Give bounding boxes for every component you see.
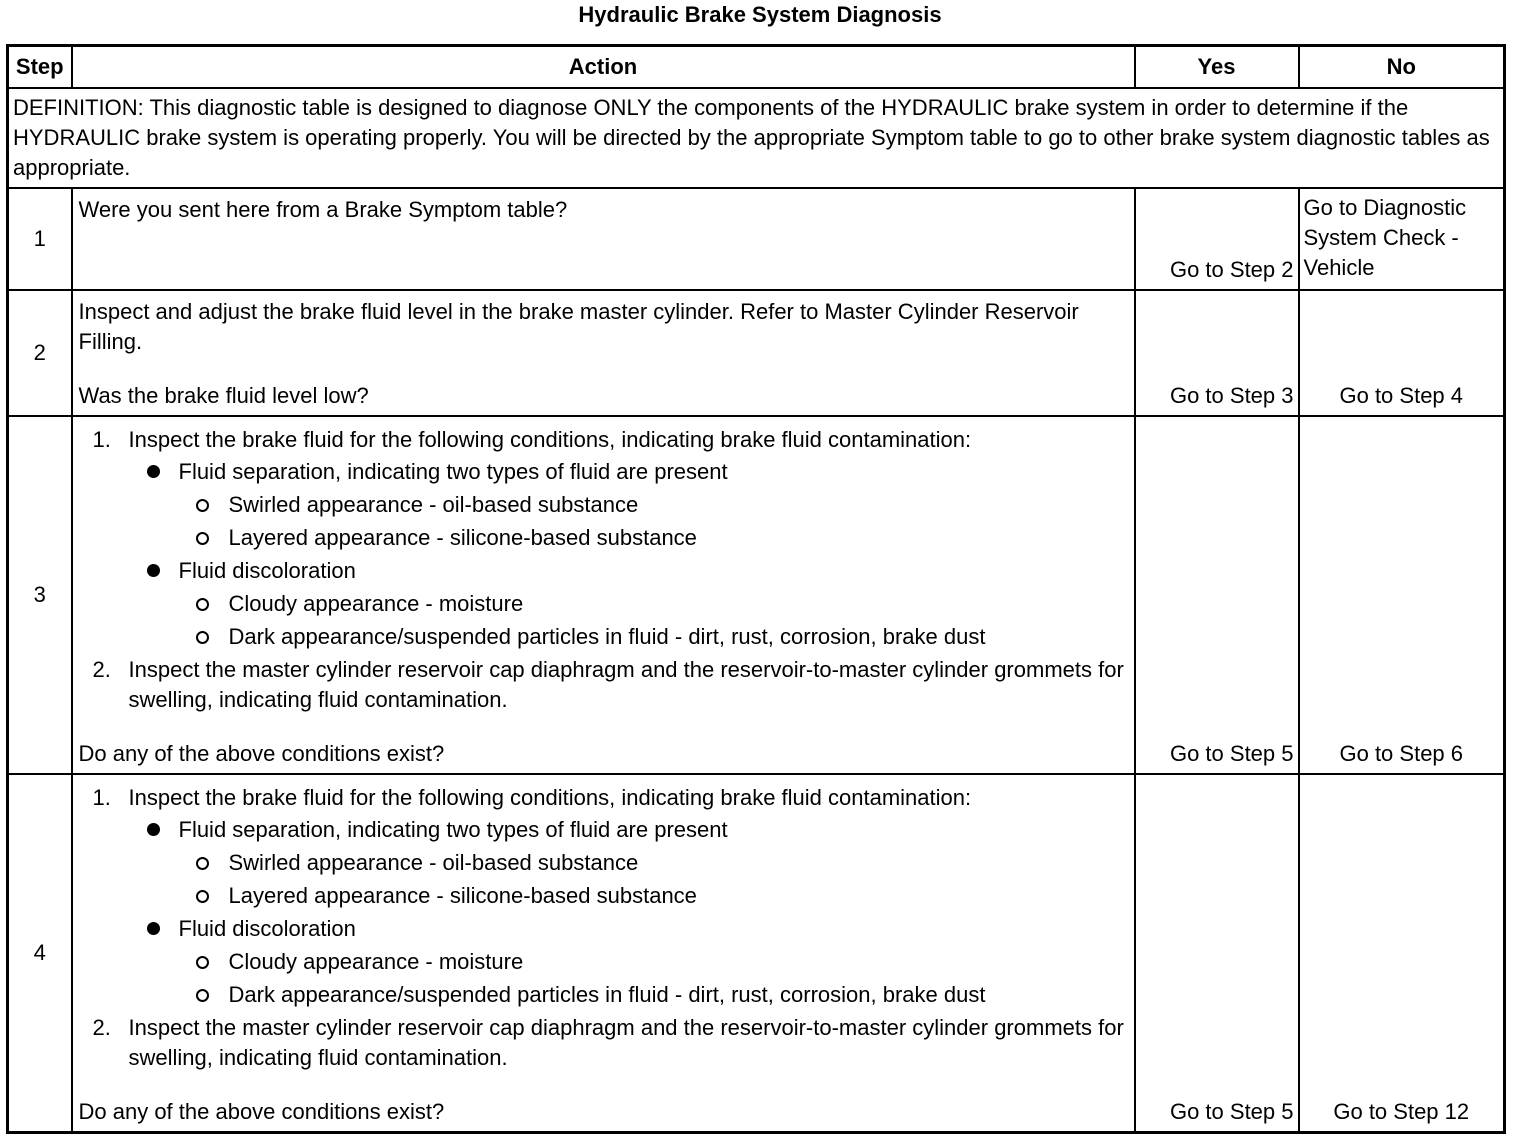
sub-bullet-text: Swirled appearance - oil-based substance: [228, 492, 639, 517]
sub-bullet-item: [79, 620, 1128, 653]
bullet-dot-icon: [147, 465, 160, 478]
table-row: [8, 290, 1505, 416]
sub-bullet-item: [79, 521, 1128, 554]
action-cell: [72, 774, 1135, 1133]
list-number: 2.: [92, 1015, 111, 1040]
action-question: Was the brake fluid level low?: [78, 383, 369, 408]
bullet-item: [79, 912, 1128, 945]
bullet-dot-icon: [147, 823, 160, 836]
list-item: [79, 655, 1128, 715]
step-number: 3: [8, 416, 72, 774]
header-row: [8, 46, 1505, 89]
list-number: 1.: [92, 427, 111, 452]
bullet-dot-icon: [147, 922, 160, 935]
page-title: Hydraulic Brake System Diagnosis: [578, 2, 942, 27]
bullet-text: Fluid separation, indicating two types of fluid are present: [178, 817, 728, 842]
action-question: Do any of the above conditions exist?: [78, 1099, 445, 1124]
yes-link[interactable]: Go to Step 3: [1135, 290, 1299, 416]
header-no: No: [1299, 46, 1505, 89]
definition-row: [8, 88, 1505, 188]
sub-bullet-item: [79, 945, 1128, 978]
sub-bullet-text: Dark appearance/suspended particles in fluid - dirt, rust, corrosion, brake dust: [228, 624, 986, 649]
bullet-circle-icon: [196, 499, 209, 512]
list-item: [79, 783, 1128, 813]
diagnosis-table: [6, 44, 1506, 1134]
sub-bullet-item: [79, 488, 1128, 521]
bullet-circle-icon: [196, 989, 209, 1002]
yes-link[interactable]: Go to Step 5: [1135, 416, 1299, 774]
definition-text: DEFINITION: This diagnostic table is designed to diagnose ONLY the components of the HYDRAULIC brake system in order to determine if the HYDRAULIC brake system is operating properly. You will be directed by the appropriate Symptom table to go to other brake system diagnostic tables as appropriate.: [8, 88, 1505, 188]
no-link[interactable]: Go to Step 12: [1299, 774, 1505, 1133]
table-row: [8, 416, 1505, 774]
sub-bullet-text: Dark appearance/suspended particles in fluid - dirt, rust, corrosion, brake dust: [228, 982, 986, 1007]
bullet-circle-icon: [196, 532, 209, 545]
list-item-text: Inspect the brake fluid for the following conditions, indicating brake fluid contamination:: [128, 785, 972, 810]
list-number: 2.: [92, 657, 111, 682]
action-text: Inspect and adjust the brake fluid level in the brake master cylinder. Refer to Master Cylinder Reservoir Filling.: [78, 299, 1079, 354]
sub-bullet-text: Layered appearance - silicone-based substance: [228, 883, 697, 908]
yes-link[interactable]: Go to Step 2: [1135, 188, 1299, 290]
table-row: [8, 774, 1505, 1133]
bullet-item: [79, 813, 1128, 846]
bullet-circle-icon: [196, 956, 209, 969]
step-number: 2: [8, 290, 72, 416]
list-number: 1.: [92, 785, 111, 810]
action-cell: [72, 290, 1135, 416]
sub-bullet-text: Cloudy appearance - moisture: [228, 949, 524, 974]
bullet-item: [79, 554, 1128, 587]
sub-bullet-text: Swirled appearance - oil-based substance: [228, 850, 639, 875]
sub-bullet-item: [79, 846, 1128, 879]
bullet-dot-icon: [147, 564, 160, 577]
bullet-circle-icon: [196, 631, 209, 644]
yes-link[interactable]: Go to Step 5: [1135, 774, 1299, 1133]
list-item-text: Inspect the master cylinder reservoir cap diaphragm and the reservoir-to-master cylinder grommets for swelling, indicating fluid contamination.: [128, 1015, 1124, 1070]
list-item: [79, 1013, 1128, 1073]
sub-bullet-item: [79, 879, 1128, 912]
list-item-text: Inspect the brake fluid for the following conditions, indicating brake fluid contamination:: [128, 427, 972, 452]
action-question: Do any of the above conditions exist?: [78, 741, 445, 766]
list-item-text: Inspect the master cylinder reservoir cap diaphragm and the reservoir-to-master cylinder grommets for swelling, indicating fluid contamination.: [128, 657, 1124, 712]
bullet-text: Fluid discoloration: [178, 558, 356, 583]
sub-bullet-text: Layered appearance - silicone-based substance: [228, 525, 697, 550]
bullet-circle-icon: [196, 857, 209, 870]
step-number: 1: [8, 188, 72, 290]
action-cell: [72, 416, 1135, 774]
sub-bullet-item: [79, 587, 1128, 620]
bullet-text: Fluid discoloration: [178, 916, 356, 941]
sub-bullet-text: Cloudy appearance - moisture: [228, 591, 524, 616]
no-link[interactable]: Go to Step 6: [1299, 416, 1505, 774]
no-link[interactable]: Go to Step 4: [1299, 290, 1505, 416]
list-item: [79, 425, 1128, 455]
bullet-item: [79, 455, 1128, 488]
bullet-circle-icon: [196, 598, 209, 611]
table-row: [8, 188, 1505, 290]
action-text: Were you sent here from a Brake Symptom table?: [72, 188, 1135, 290]
no-link[interactable]: Go to Diagnostic System Check - Vehicle: [1299, 188, 1505, 290]
bullet-circle-icon: [196, 890, 209, 903]
step-number: 4: [8, 774, 72, 1133]
header-action: Action: [72, 46, 1135, 89]
sub-bullet-item: [79, 978, 1128, 1011]
bullet-text: Fluid separation, indicating two types of fluid are present: [178, 459, 728, 484]
header-step: Step: [8, 46, 72, 89]
header-yes: Yes: [1135, 46, 1299, 89]
